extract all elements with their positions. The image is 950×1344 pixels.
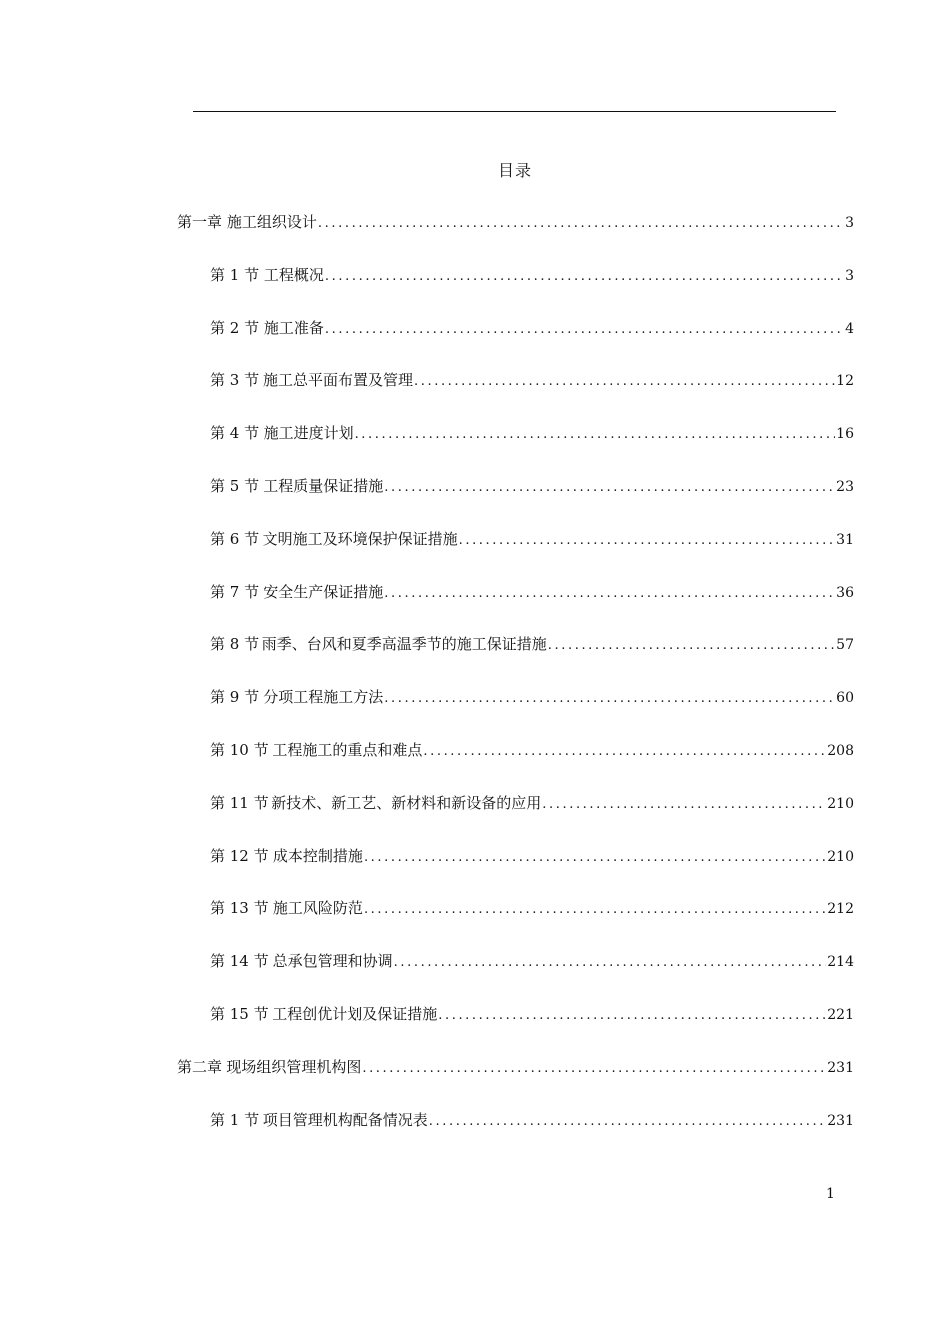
toc-leader-dots [384,478,835,498]
toc-entry-title: 雨季、台风和夏季高温季节的施工保证措施 [261,635,547,654]
toc-entry-title: 工程施工的重点和难点 [272,741,423,759]
toc-entry[interactable] [210,634,854,656]
toc-entry-page: 31 [836,531,854,548]
toc-entry-number: 第二章 [177,1057,223,1076]
toc-leader-dots [384,689,835,709]
toc-entry[interactable] [210,898,854,920]
toc-entry-number: 第 4 节 [210,424,260,443]
toc-leader-dots [318,214,844,234]
toc-leader-dots [423,742,826,762]
toc-entry[interactable] [210,265,854,287]
toc-entry-page: 212 [827,901,854,918]
toc-leader-dots [325,267,844,287]
toc-leader-dots [362,1059,826,1079]
toc-leader-dots [548,636,835,656]
toc-title: 目录 [497,161,532,180]
toc-entry[interactable] [210,1004,854,1026]
toc-entry-page: 3 [845,267,854,284]
toc-entry-number: 第一章 [177,213,223,231]
toc-entry-number: 第 1 节 [210,1110,260,1129]
toc-leader-dots [438,1006,826,1026]
toc-entry-number: 第 10 节 [210,741,269,759]
toc-entry-number: 第 5 节 [210,477,260,495]
toc-leader-dots [384,584,835,604]
page-number: 1 [826,1186,835,1202]
toc-entry-number: 第 13 节 [210,899,269,918]
toc-entry[interactable] [210,793,854,815]
toc-entry-title: 施工组织设计 [226,213,317,231]
toc-entry-title: 施工风险防范 [272,899,363,918]
toc-leader-dots [394,953,827,973]
toc-entry[interactable] [210,1110,854,1132]
toc-entry-page: 214 [827,954,854,971]
toc-entry-number: 第 8 节 [210,635,260,654]
toc-entry-number: 第 11 节 [210,793,269,812]
toc-entry-title: 总承包管理和协调 [272,952,393,971]
toc-entry-page: 231 [827,1059,854,1076]
toc-entry-page: 36 [836,584,854,601]
toc-entry[interactable] [210,687,854,709]
toc-entry-page: 208 [827,743,854,759]
toc-entry-number: 第 15 节 [210,1005,269,1023]
toc-leader-dots [364,900,826,920]
toc-entry-number: 第 6 节 [210,529,260,548]
toc-entry-title: 工程概况 [263,265,324,284]
toc-entry[interactable] [210,529,854,551]
toc-entry-number: 第 7 节 [210,582,260,601]
toc-entry-title: 新技术、新工艺、新材料和新设备的应用 [271,793,542,812]
toc-entry[interactable] [177,1057,854,1079]
toc-entry-page: 60 [836,690,854,707]
toc-entry-number: 第 9 节 [210,688,260,707]
toc-entry[interactable] [210,318,854,340]
toc-entry-page: 23 [836,479,854,495]
toc-entry[interactable] [210,582,854,604]
toc-entry-title: 文明施工及环境保护保证措施 [262,529,458,548]
toc-entry[interactable] [210,423,854,445]
toc-leader-dots [325,320,844,340]
toc-entry-page: 4 [845,320,854,337]
toc-entry-number: 第 14 节 [210,952,269,971]
toc-entry-page: 210 [827,848,854,865]
toc-entry-page: 12 [836,373,854,390]
toc-entry-page: 231 [827,1112,854,1129]
toc-entry-title: 现场组织管理机构图 [226,1057,362,1076]
toc-entry-number: 第 2 节 [210,318,260,337]
toc-entry-title: 施工准备 [263,318,324,337]
toc-entry[interactable] [210,846,854,868]
toc-entry-title: 工程创优计划及保证措施 [272,1005,438,1023]
toc-entry-page: 16 [836,426,854,443]
toc-entry[interactable] [210,370,854,392]
toc-entry-title: 安全生产保证措施 [263,582,384,601]
toc-entry[interactable] [210,740,854,762]
toc-entry-page: 3 [845,215,854,231]
toc-entry-title: 施工进度计划 [263,424,354,443]
toc-entry-title: 分项工程施工方法 [263,688,384,707]
toc-leader-dots [459,531,836,551]
toc-leader-dots [542,795,826,815]
toc-leader-dots [414,372,835,392]
toc-entry-number: 第 3 节 [210,371,260,390]
toc-entry-page: 57 [836,637,854,654]
toc-entry[interactable] [177,212,854,234]
toc-entry[interactable] [210,951,854,973]
toc-entry-title: 成本控制措施 [272,846,363,865]
toc-leader-dots [429,1112,826,1132]
toc-entry[interactable] [210,476,854,498]
toc-entry-title: 施工总平面布置及管理 [263,371,414,390]
toc-entry-page: 210 [827,795,854,812]
toc-leader-dots [355,425,836,445]
toc-entry-number: 第 12 节 [210,846,269,865]
toc-leader-dots [364,848,826,868]
toc-entry-number: 第 1 节 [210,265,260,284]
toc-entry-title: 项目管理机构配备情况表 [262,1110,428,1129]
toc-entry-title: 工程质量保证措施 [263,477,384,495]
toc-entry-page: 221 [827,1007,854,1023]
